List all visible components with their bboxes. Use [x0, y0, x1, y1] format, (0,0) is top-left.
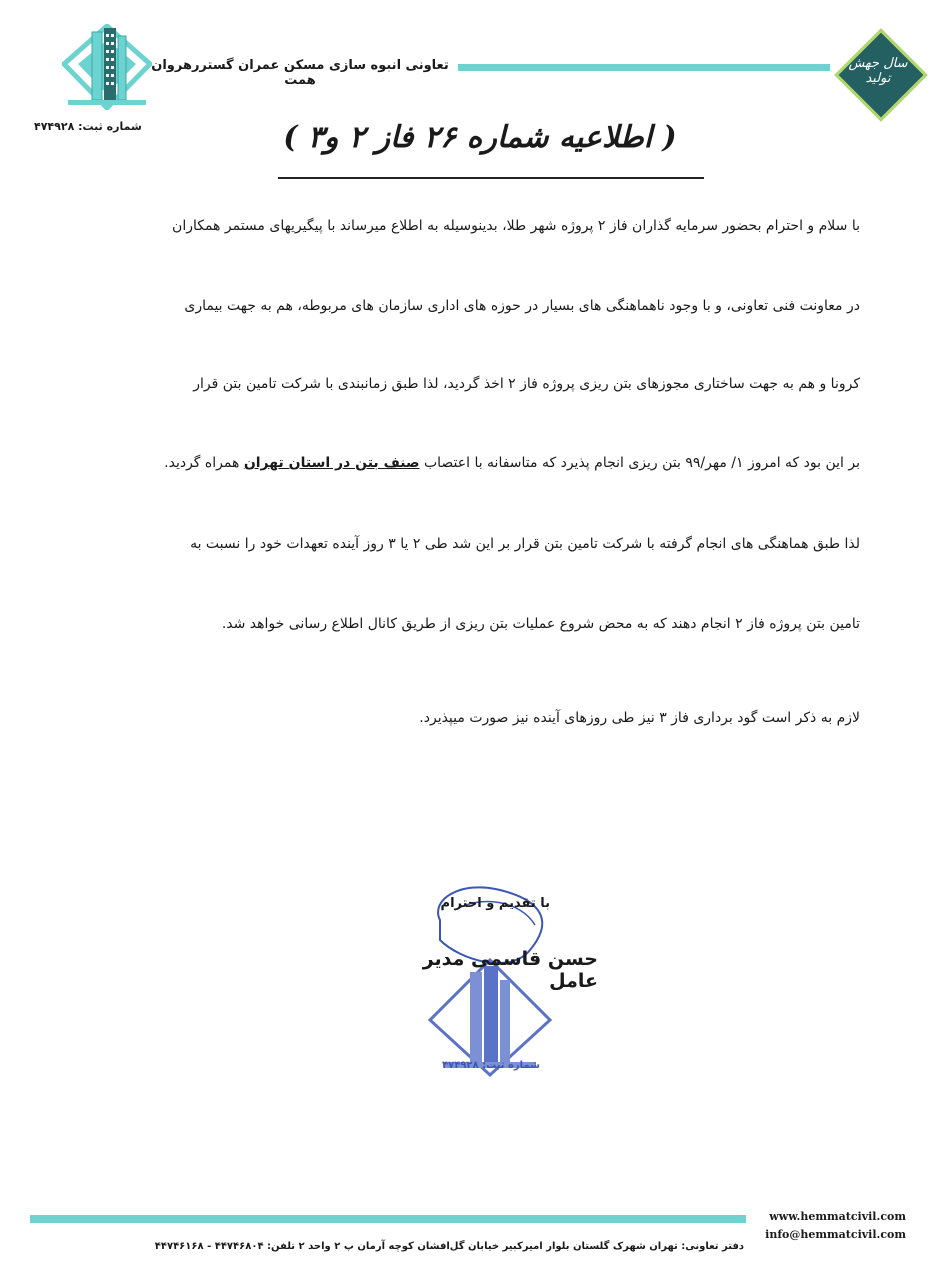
- page-title: ( اطلاعیه شماره ۲۶ فاز ۲ و۳ ): [283, 120, 677, 155]
- slogan-badge: [836, 30, 920, 114]
- body-line-5: لذا طبق هماهنگی های انجام گرفته با شرکت تامین بتن قرار بر این شد طی ۲ یا ۳ روز آینده تعهدات خود را نسبت به: [190, 536, 860, 552]
- company-logo: [62, 24, 152, 110]
- signer-name: حسن قاسمی مدیر عامل: [422, 948, 598, 992]
- body-line-7: لازم به ذکر است گود برداری فاز ۳ نیز طی روزهای آینده نیز صورت میپذیرد.: [419, 710, 860, 726]
- body-line-3: کرونا و هم به جهت ساختاری مجوزهای بتن ریزی پروژه فاز ۲ اخذ گردید، لذا طبق زمانبندی با شرکت تامین بتن قرار: [193, 376, 860, 392]
- stamp-registration: شماره ثبت: ۴۷۴۹۲۸: [442, 1060, 540, 1071]
- closing-regards: با تقدیم و احترام: [440, 896, 550, 911]
- body-line-4-end: همراه گردید.: [164, 455, 240, 471]
- body-line-1: با سلام و احترام بحضور سرمایه گذاران فاز ۲ پروژه شهر طلا، بدینوسیله به اطلاع میرساند با پیگیریهای مستمر همکاران: [172, 218, 860, 234]
- highlighted-strike-text: صنف بتن در استان تهران: [243, 455, 420, 471]
- body-line-6: تامین بتن پروژه فاز ۲ انجام دهند که به محض شروع عملیات بتن ریزی از طریق کانال اطلاع رسانی خواهد شد.: [221, 616, 860, 632]
- body-line-2: در معاونت فنی تعاونی، و با وجود ناهماهنگی های بسیار در حوزه های اداری سازمان های مربوطه، هم به جهت بیماری: [184, 298, 860, 314]
- registration-number: شماره ثبت: ۴۷۴۹۲۸: [34, 120, 142, 133]
- badge-text: سال جهش تولید: [848, 56, 908, 86]
- website-link[interactable]: www.hemmatcivil.com: [769, 1210, 906, 1223]
- office-address: دفتر تعاونی: تهران شهرک گلستان بلوار امیرکبیر خیابان گل‌افشان کوچه آرمان پ ۲ واحد ۲ تلفن: ۴۴۷۴۶۸۰۴ - ۴۴۷۴۶۱۶۸: [154, 1241, 744, 1252]
- header-rule: [458, 64, 830, 71]
- body-line-4-start: بر این بود که امروز ۱/ مهر/۹۹ بتن ریزی انجام پذیرد که متاسفانه با اعتصاب: [423, 455, 860, 471]
- footer-rule: [30, 1215, 746, 1223]
- email-link[interactable]: info@hemmatcivil.com: [765, 1228, 906, 1241]
- body-line-4: [100, 455, 860, 471]
- company-name: تعاونی انبوه سازی مسکن عمران گستررهروان همت: [151, 58, 449, 88]
- title-underline: [278, 177, 704, 179]
